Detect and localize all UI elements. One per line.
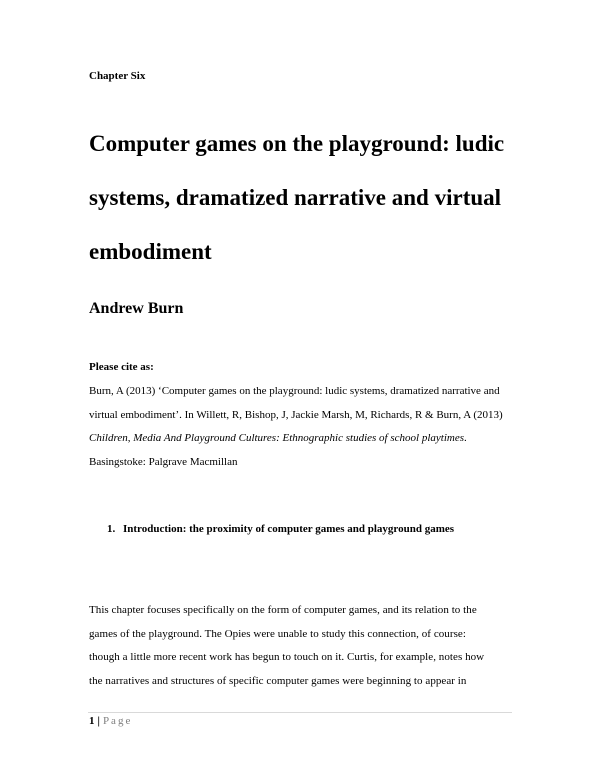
citation-text xyxy=(89,380,519,474)
footer-divider xyxy=(88,712,512,713)
citation-text-part1: Burn, A (2013) ‘Computer games on the playground: ludic systems, dramatized narrative and virtual embodiment’. In Willett, R, Bishop, J, Jackie Marsh, M, Richards, R & Burn, A (2013) xyxy=(89,385,503,421)
body-line: though a little more recent work has begun to touch on it. Curtis, for example, notes how xyxy=(89,651,485,663)
chapter-label: Chapter Six xyxy=(89,70,146,82)
section-title: Introduction: the proximity of computer games and playground games xyxy=(123,523,455,535)
author-name: Andrew Burn xyxy=(89,300,184,317)
section-number: 1. xyxy=(107,523,116,535)
footer-separator: | xyxy=(97,715,100,727)
body-line: This chapter focuses specifically on the form of computer games, and its relation to the xyxy=(89,604,477,616)
body-line: games of the playground. The Opies were unable to study this connection, of course: xyxy=(89,627,466,640)
page-label: Page xyxy=(102,715,133,727)
citation-heading: Please cite as: xyxy=(89,361,154,373)
citation-text-part2: . Basingstoke: Palgrave Macmillan xyxy=(89,432,467,468)
body-paragraph xyxy=(89,599,529,693)
page-footer xyxy=(89,715,132,727)
document-title: Computer games on the playground: ludic systems, dramatized narrative and virtual embodiment xyxy=(89,131,505,264)
section-heading xyxy=(107,523,454,535)
citation-book-title: Children, Media And Playground Cultures: Ethnographic studies of school playtimes xyxy=(89,432,464,444)
body-line: the narratives and structures of specific computer games were beginning to appear in xyxy=(89,674,467,687)
page-number: 1 xyxy=(89,715,95,727)
